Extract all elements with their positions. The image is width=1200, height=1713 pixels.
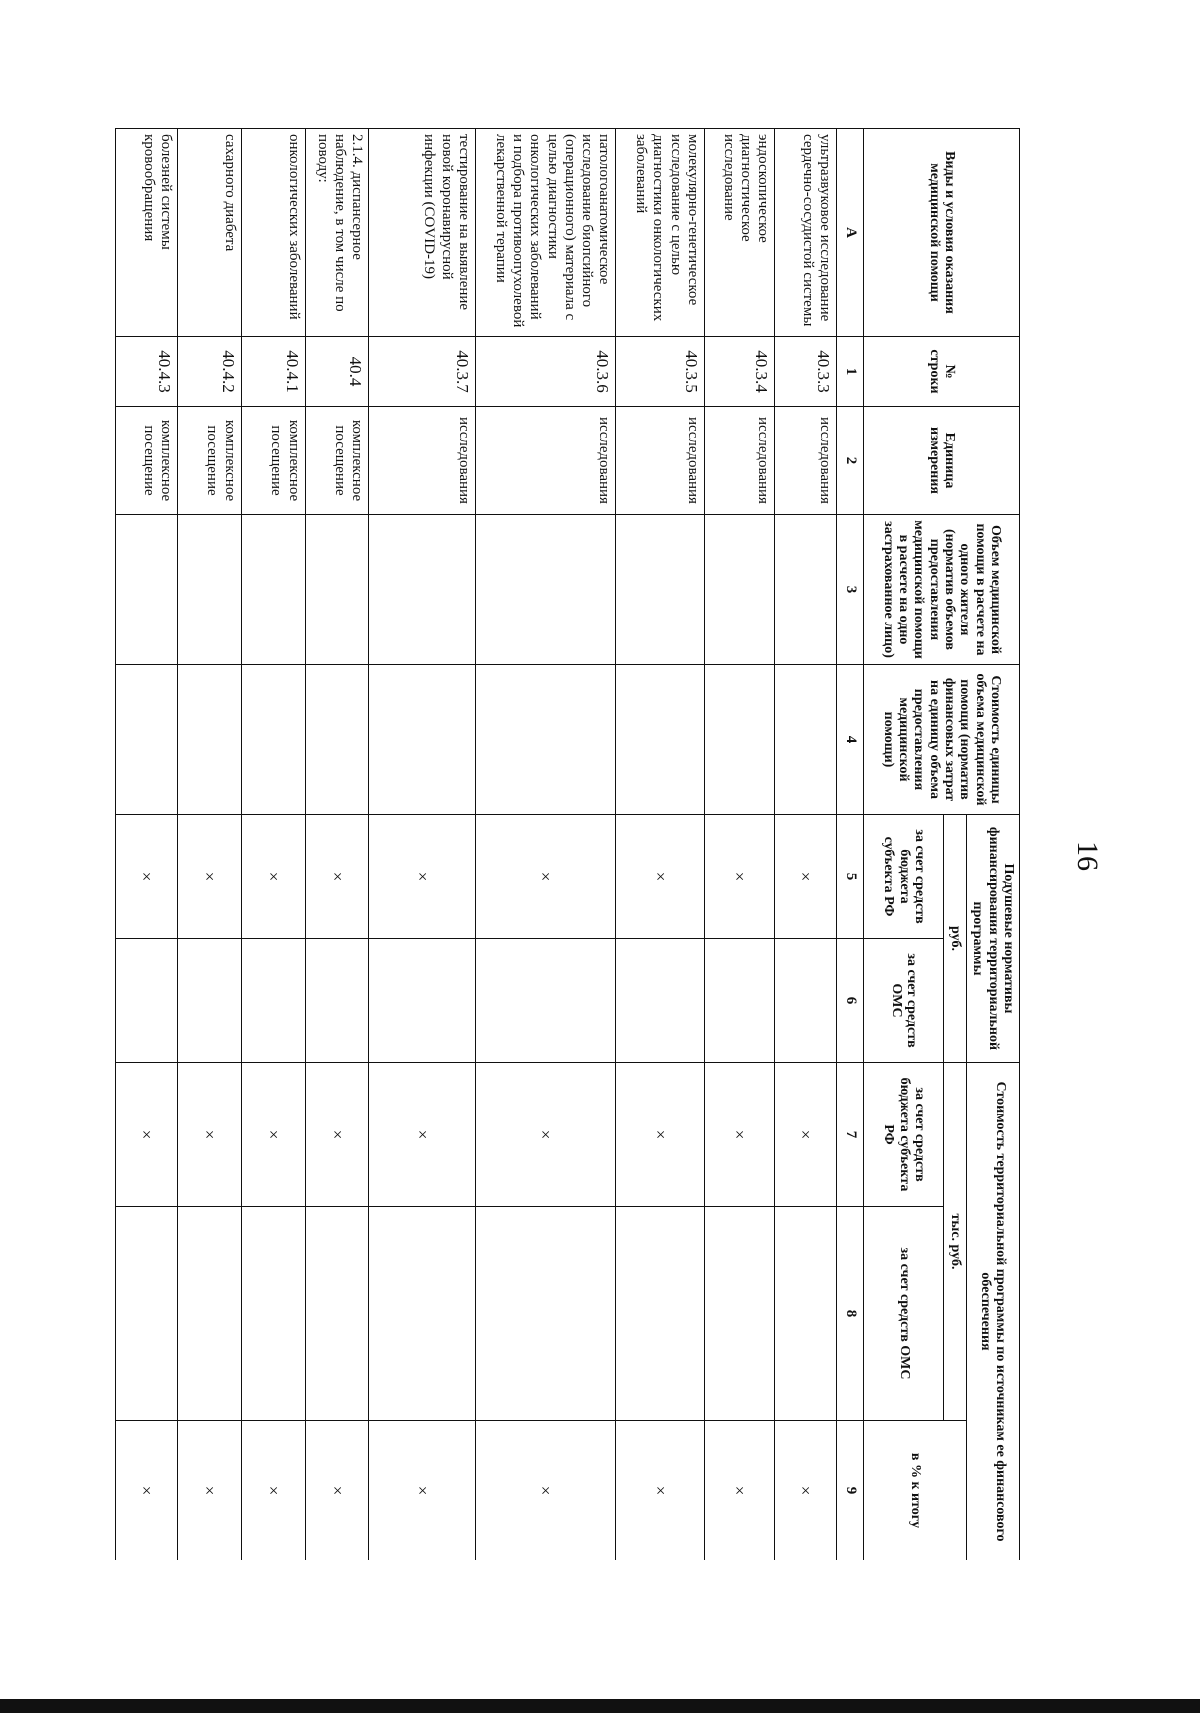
row-name: сахарного диабета [177,129,241,337]
scan-edge-bar [0,1699,1200,1713]
cell-x: × [305,815,369,939]
row-name: молекулярно-генетическое исследование с целью диагностики онкологических заболеваний [616,129,704,337]
cell-x: × [241,1063,305,1207]
cell-x: × [616,1063,704,1207]
cell-x: × [116,815,178,939]
header-per-capita-norms: Подушевые нормативы финансирования территориальной программы [966,815,1019,1063]
cell-x: × [704,1421,774,1561]
row-unit: исследования [616,407,704,515]
index-cell: А [836,129,864,337]
cell-x: × [475,1063,616,1207]
header-program-cost: Стоимость территориальной программы по источникам ее финансового обеспечения [966,1063,1019,1561]
row-unit: комплексное посещение [177,407,241,515]
medical-care-cost-table [115,128,1020,1560]
row-unit: исследования [369,407,475,515]
table-row [177,129,241,1561]
header-unit: Единица измерения [864,407,1020,515]
index-cell: 3 [836,515,864,665]
cell-x: × [116,1063,178,1207]
row-name: 2.1.4. диспансерное наблюдение, в том числе по поводу: [305,129,369,337]
table-row [475,129,616,1561]
header-thous-rub: тыс. руб. [944,1063,966,1421]
cell-x: × [616,815,704,939]
table-row [116,129,178,1561]
header-unit-cost: Стоимость единицы объема медицинской помощи (норматив финансовых затрат на единицу объема предоставления медицинской помощи) [864,665,1020,815]
header-volume: Объем медицинской помощи в расчете на одного жителя (норматив объемов предоставления медицинской помощи в расчете на одно застрахованное лицо) [864,515,1020,665]
row-line-number: 40.3.6 [475,337,616,407]
cell-x: × [369,815,475,939]
header-kinds-conditions: Виды и условия оказания медицинской помощи [864,129,1020,337]
cell-x: × [775,815,837,939]
header-line-number: № строки [864,337,1020,407]
cell-x: × [177,1063,241,1207]
cell-x: × [475,1421,616,1561]
cell-x: × [775,1063,837,1207]
header-budget-thous: за счет средств бюджета субъекта РФ [864,1063,944,1207]
row-unit: комплексное посещение [116,407,178,515]
row-unit: комплексное посещение [241,407,305,515]
index-cell: 9 [836,1421,864,1561]
rotated-table-area [115,128,1020,1560]
cell-x: × [177,1421,241,1561]
row-unit: комплексное посещение [305,407,369,515]
row-name: эндоскопическое диагностическое исследование [704,129,774,337]
table-row [704,129,774,1561]
header-budget-rub: за счет средств бюджета субъекта РФ [864,815,944,939]
index-cell: 8 [836,1207,864,1421]
index-cell: 1 [836,337,864,407]
cell-x: × [305,1421,369,1561]
cell-x: × [369,1421,475,1561]
row-line-number: 40.3.7 [369,337,475,407]
header-oms-thous: за счет средств ОМС [864,1207,944,1421]
cell-x: × [177,815,241,939]
table-row [369,129,475,1561]
index-cell: 5 [836,815,864,939]
index-cell: 2 [836,407,864,515]
row-name: болезней системы кровообращения [116,129,178,337]
cell-x: × [305,1063,369,1207]
row-line-number: 40.4 [305,337,369,407]
row-line-number: 40.3.3 [775,337,837,407]
table-row [616,129,704,1561]
cell-x: × [241,1421,305,1561]
cell-x: × [475,815,616,939]
row-line-number: 40.4.2 [177,337,241,407]
header-oms-rub: за счет средств ОМС [864,939,944,1063]
index-cell: 4 [836,665,864,815]
row-unit: исследования [475,407,616,515]
page-number: 16 [1071,841,1104,871]
row-line-number: 40.4.3 [116,337,178,407]
row-name: патологоанатомическое исследование биопсийного (операционного) материала с целью диагностики онкологических заболеваний и подбора противоопухолевой лекарственной терапии [475,129,616,337]
row-line-number: 40.4.1 [241,337,305,407]
column-index-row [836,129,864,1561]
index-cell: 7 [836,1063,864,1207]
row-line-number: 40.3.5 [616,337,704,407]
cell-x: × [775,1421,837,1561]
row-name: тестирование на выявление новой коронавирусной инфекции (COVID-19) [369,129,475,337]
header-percent-total: в % к итогу [864,1421,966,1561]
table-row [775,129,837,1561]
cell-x: × [704,815,774,939]
cell-x: × [704,1063,774,1207]
index-cell: 6 [836,939,864,1063]
row-name: онкологических заболеваний [241,129,305,337]
cell-x: × [116,1421,178,1561]
cell-x: × [369,1063,475,1207]
row-unit: исследования [704,407,774,515]
cell-x: × [241,815,305,939]
cell-x: × [616,1421,704,1561]
table-row [241,129,305,1561]
header-rub: руб. [944,815,966,1063]
table-row [305,129,369,1561]
row-name: ультразвуковое исследование сердечно-сосудистой системы [775,129,837,337]
row-unit: исследования [775,407,837,515]
row-line-number: 40.3.4 [704,337,774,407]
